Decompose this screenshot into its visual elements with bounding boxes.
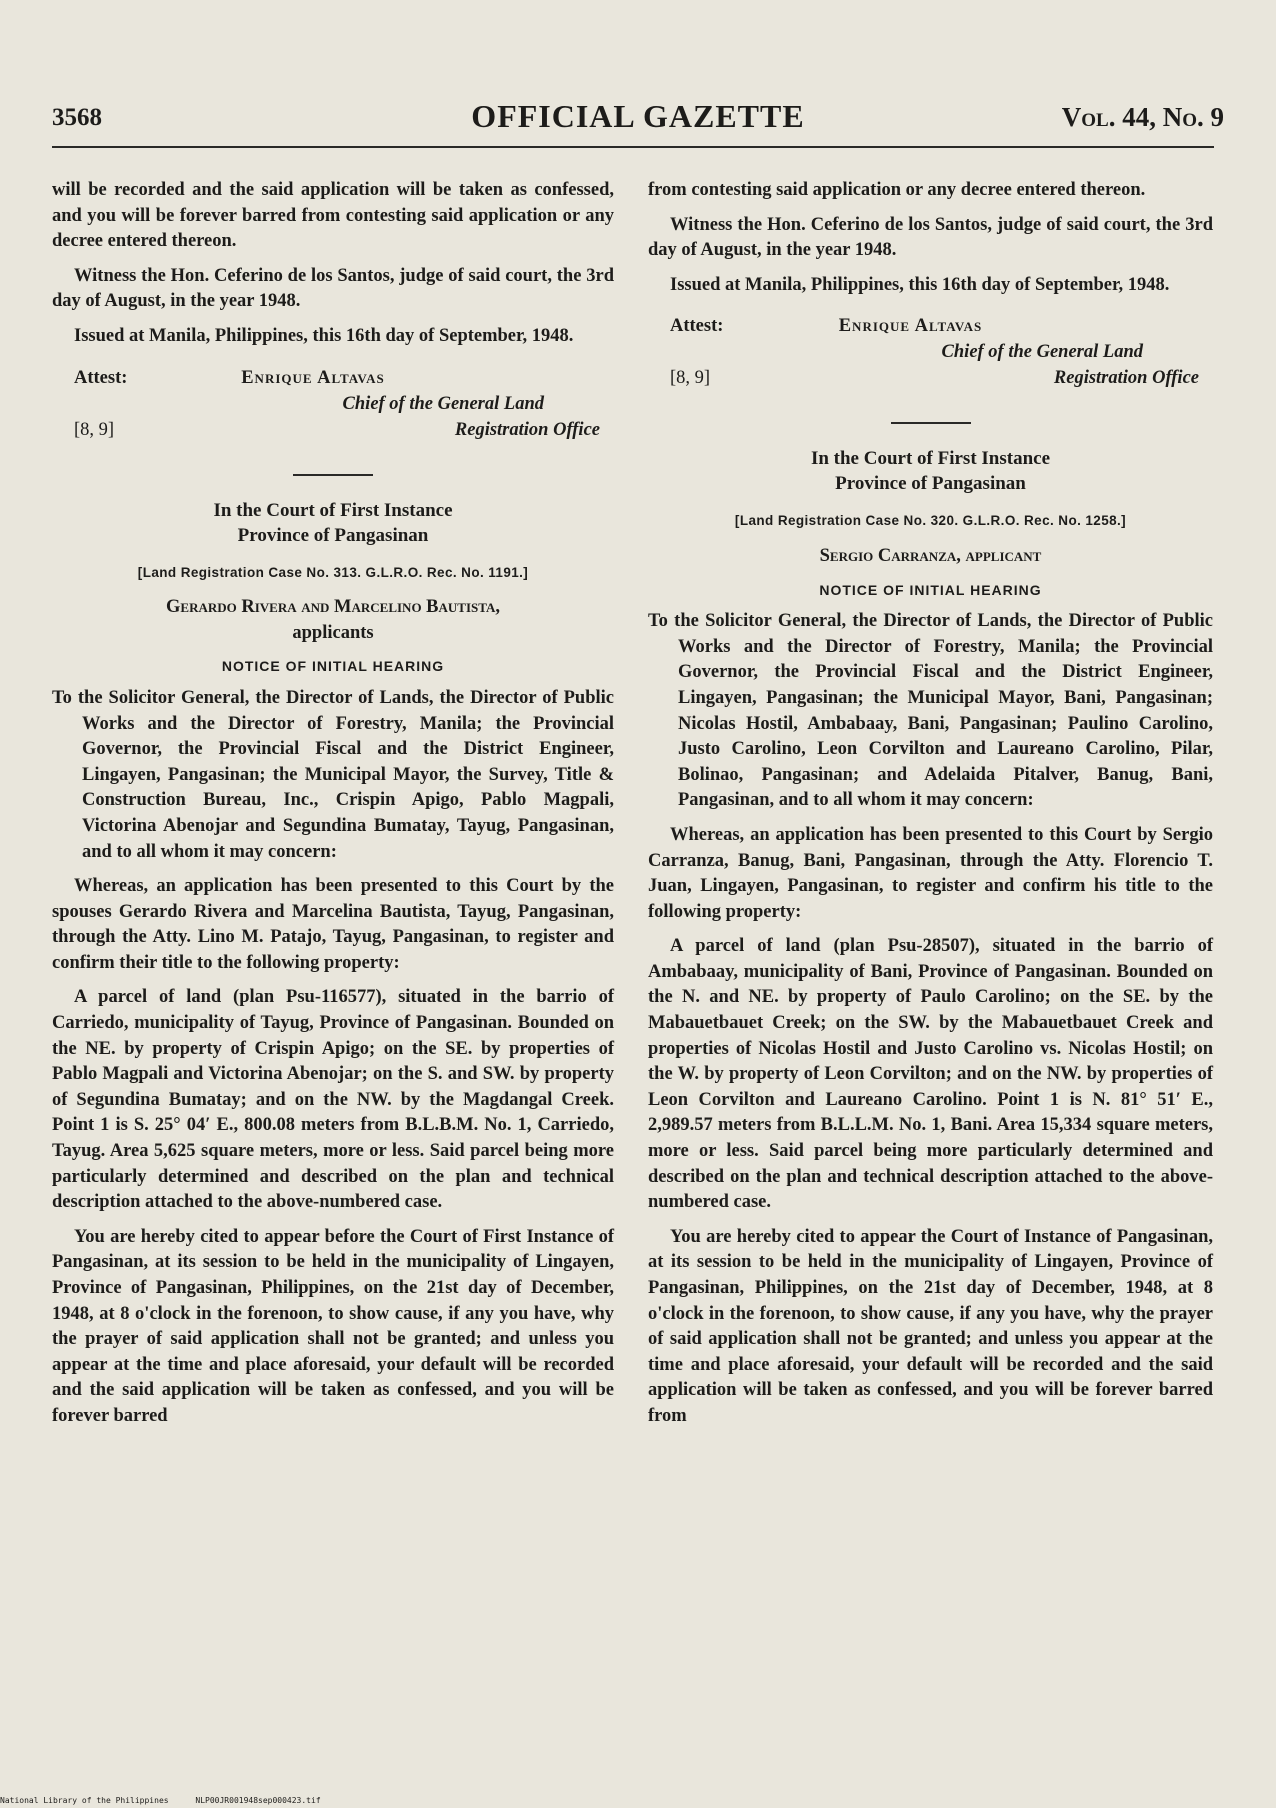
addressee-paragraph: To the Solicitor General, the Director of Lands, the Director of Public Works and the Director of Forestry, Manila; the Provincial Governor, the Provincial Fiscal and the District Engineer, Lingayen, Pangasinan; the Municipal Mayor, the Survey, Title & Construction Bureau, Inc., Crispin Apigo, Pablo Magpali, Victorina Abenojar and Segundina Bumatay, Tayug, Pangasinan, and to all whom it may concern: — [52, 687, 614, 862]
paragraph: from contesting said application or any decree entered thereon. — [648, 180, 1146, 200]
province-heading: Province of Pangasinan — [835, 473, 1026, 495]
right-column — [648, 178, 1213, 1430]
library-credit: National Library of the Philippines — [0, 1796, 169, 1805]
reference-number: [8, 9] — [74, 419, 115, 440]
signer-office: Registration Office — [454, 419, 600, 440]
signer-title: Chief of the General Land — [941, 342, 1143, 363]
court-heading: In the Court of First Instance — [810, 448, 1051, 470]
paragraph: Issued at Manila, Philippines, this 16th day of September, 1948. — [670, 274, 1170, 295]
case-reference: [Land Registration Case No. 320. G.L.R.O. Rec. No. 1258.] — [734, 513, 1127, 529]
case-reference: [Land Registration Case No. 313. G.L.R.O. Rec. No. 1191.] — [137, 564, 529, 580]
attest-label: Attest: — [670, 316, 724, 337]
whereas-paragraph: Whereas, an application has been presented to this Court by Sergio Carranza, Banug, Bani, Pangasinan, through the Atty. Florencio T. Juan, Lingayen, Pangasinan, to register and confirm his title to the following property: — [648, 824, 1213, 922]
reference-number: [8, 9] — [670, 368, 711, 389]
signer-name: Enrique Altavas — [838, 316, 983, 337]
file-name: NLP00JR001948sep000423.tif — [195, 1796, 321, 1805]
page-header — [52, 98, 1224, 148]
parcel-description: A parcel of land (plan Psu-28507), situated in the barrio of Ambabaay, municipality of Bani, Province of Pangasinan. Bounded on the N. and NE. by property of Paulo Carolino; on the SE. by the Mabauetbauet Creek; on the SW. by the Mabauetbauet Creek and properties of Nicolas Hostil and Justo Carolino vs. Nicolas Hostil; on the W. by property of Leon Corvilton; and on the NW. by properties of Leon Corvilton and Laureano Carolino. Point 1 is N. 81° 51′ E., 2,989.57 meters from B.L.L.M. No. 1, Bani. Area 15,334 square meters, more or less. Said parcel being more particularly determined and described on the plan and technical description attached to the above-numbered case. — [648, 936, 1213, 1213]
applicant-names: Gerardo Rivera and Marcelino Bautista, — [166, 597, 500, 618]
applicant-name: Sergio Carranza, applicant — [819, 545, 1042, 566]
parcel-description: A parcel of land (plan Psu-116577), situated in the barrio of Carriedo, municipality of Tayug, Province of Pangasinan. Bounded on the NE. by property of Crispin Apigo; on the SE. by properties of Pablo Magpali and Victorina Abenojar; on the S. and SW. by property of Segundina Bumatay; and on the NW. by the Magdangal Creek. Point 1 is S. 25° 04′ E., 800.08 meters from B.L.B.M. No. 1, Carriedo, Tayug. Area 5,625 square meters, more or less. Said parcel being more particularly determined and described on the plan and technical description attached to the above-numbered case. — [52, 987, 614, 1213]
publication-title: OFFICIAL GAZETTE — [471, 98, 805, 134]
paragraph: will be recorded and the said application will be taken as confessed, and you will be forever barred from contesting said application or any decree entered thereon. — [52, 180, 614, 252]
scan-footer — [0, 1796, 343, 1805]
section-divider — [293, 474, 373, 476]
notice-heading: NOTICE OF INITIAL HEARING — [221, 658, 445, 675]
signer-name: Enrique Altavas — [241, 367, 385, 388]
signer-title: Chief of the General Land — [342, 393, 544, 414]
page-number: 3568 — [52, 104, 102, 131]
paragraph: Witness the Hon. Ceferino de los Santos, judge of said court, the 3rd day of August, in the year 1948. — [648, 214, 1213, 261]
section-divider — [891, 422, 971, 424]
notice-heading: NOTICE OF INITIAL HEARING — [819, 581, 1042, 598]
citation-paragraph: You are hereby cited to appear the Court of Instance of Pangasinan, at its session to be held in the municipality of Lingayen, Province of Pangasinan, Philippines, on the 21st day of December, 1948, at 8 o'clock in the forenoon, to show cause, if any you have, why the prayer of said application shall not be granted; and unless you appear at the time and place aforesaid, your default will be recorded and the said application will be taken as confessed, and you will be forever barred from — [648, 1226, 1213, 1426]
applicants-label: applicants — [292, 622, 374, 643]
province-heading: Province of Pangasinan — [237, 524, 429, 546]
whereas-paragraph: Whereas, an application has been presented to this Court by the spouses Gerardo Rivera and Marcelina Bautista, Tayug, Pangasinan, through the Atty. Lino M. Patajo, Tayug, Pangasinan, to register and confirm their title to the following property: — [52, 876, 614, 973]
left-column — [52, 178, 614, 1430]
attest-label: Attest: — [74, 367, 128, 388]
volume-label: Vol. 44, No. 9 — [1061, 102, 1224, 132]
header-rule — [52, 146, 1214, 148]
paragraph: Witness the Hon. Ceferino de los Santos, judge of said court, the 3rd day of August, in the year 1948. — [52, 265, 614, 312]
signer-office: Registration Office — [1053, 368, 1199, 389]
addressee-paragraph: To the Solicitor General, the Director of Lands, the Director of Public Works and the Director of Forestry, Manila; the Provincial Governor, the Provincial Fiscal and the District Engineer, Lingayen, Pangasinan; the Municipal Mayor, Bani, Pangasinan; Nicolas Hostil, Ambabaay, Bani, Pangasinan; Paulino Carolino, Justo Carolino, Leon Corvilton and Laureano Carolino, Pilar, Bolinao, Pangasinan; and Adelaida Pitalver, Banug, Bani, Pangasinan, and to all whom it may concern: — [648, 611, 1213, 811]
citation-paragraph: You are hereby cited to appear before the Court of First Instance of Pangasinan, at its session to be held in the municipality of Lingayen, Province of Pangasinan, Philippines, on the 21st day of December, 1948, at 8 o'clock in the forenoon, to show cause, if any you have, why the prayer of said application shall not be granted; and unless you appear at the time and place aforesaid, your default will be recorded and the said application will be taken as confessed, and you will be forever barred — [52, 1226, 614, 1426]
paragraph: Issued at Manila, Philippines, this 16th day of September, 1948. — [74, 325, 574, 346]
attestation-block — [52, 366, 614, 448]
court-heading: In the Court of First Instance — [213, 499, 453, 521]
attestation-block — [648, 314, 1213, 396]
